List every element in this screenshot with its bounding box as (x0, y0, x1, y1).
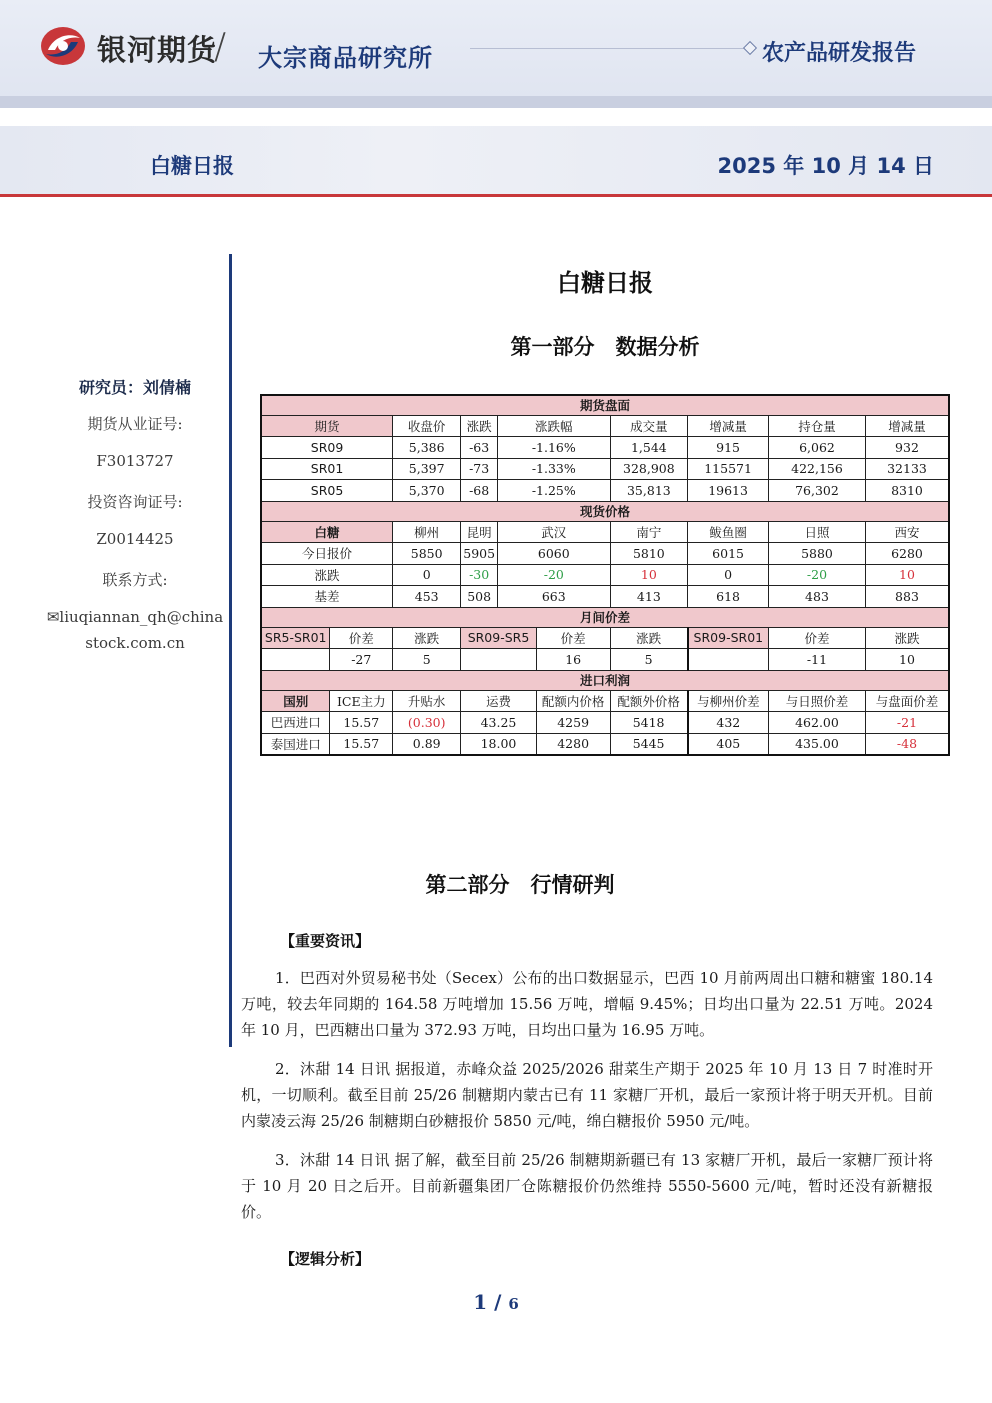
futures-col-header: 成交量 (610, 415, 688, 437)
futures-section-title: 期货盘面 (261, 395, 949, 415)
brand-divider: / (214, 26, 227, 67)
news-heading: 【重要资讯】 (280, 932, 371, 950)
page-number (0, 1290, 992, 1314)
futures-col-header: 涨跌幅 (498, 415, 610, 437)
table-cell: (0.30) (393, 712, 461, 734)
galaxy-futures-logo-icon (40, 26, 86, 66)
spot-price-row (261, 543, 949, 565)
spot-city: 昆明 (461, 521, 498, 543)
email-part1: liuqiannan_qh@china (59, 608, 224, 626)
futures-section-row (261, 395, 949, 415)
table-cell: 76,302 (768, 480, 865, 502)
futures-row (261, 458, 949, 480)
table-cell: -63 (461, 437, 498, 459)
import-col-header: 与盘面价差 (865, 690, 949, 712)
import-section-row (261, 670, 949, 690)
import-row (261, 712, 949, 734)
table-cell: 435.00 (768, 733, 865, 755)
import-header-row (261, 690, 949, 712)
table-cell: 508 (461, 586, 498, 608)
spot-city: 南宁 (610, 521, 688, 543)
futures-col-header: 期货 (261, 415, 393, 437)
table-cell: 5,386 (393, 437, 461, 459)
report-date: 2025 年 10 月 14 日 (717, 154, 934, 178)
analyst-name: 研究员：刘倩楠 (78, 378, 191, 397)
table-cell: 16 (536, 649, 610, 671)
futures-contract: SR05 (261, 480, 393, 502)
table-cell: 915 (688, 437, 769, 459)
spot-city: 柳州 (393, 521, 461, 543)
news-paragraph-2: 2．沐甜 14 日讯 据报道，赤峰众益 2025/2026 甜菜生产期于 2025 年 10 月 13 日 7 时准时开机，一切顺利。截至目前 25/26 制糖期内蒙古已有 11 家糖厂开机，最后一家预计将于明天开机。目前内蒙凌云海 25/26 制糖期白砂糖报价 5850 元/吨，绵白糖报价 5950 元/吨。 (241, 1060, 933, 1130)
spot-section-title: 现货价格 (261, 501, 949, 521)
table-cell: 43.25 (461, 712, 537, 734)
table-cell: 4259 (536, 712, 610, 734)
table-cell: 6060 (498, 543, 610, 565)
license-number: F3013727 (96, 452, 174, 470)
spot-city: 鲅鱼圈 (688, 521, 769, 543)
spread-col-header: 涨跌 (865, 627, 949, 649)
header-band (0, 0, 992, 108)
spread-section-title: 月间价差 (261, 607, 949, 627)
import-col-header: 与日照价差 (768, 690, 865, 712)
table-cell: 32133 (865, 458, 949, 480)
table-cell: -11 (768, 649, 865, 671)
spot-change-row (261, 564, 949, 586)
futures-col-header: 收盘价 (393, 415, 461, 437)
import-row (261, 733, 949, 755)
table-cell: 883 (865, 586, 949, 608)
spot-city: 西安 (865, 521, 949, 543)
brand-name: 银河期货 (97, 33, 218, 67)
header-stripe (0, 96, 992, 108)
table-cell: 5880 (768, 543, 865, 565)
table-cell: -1.33% (498, 458, 610, 480)
page-separator: / (487, 1290, 509, 1314)
spread-col-header: 价差 (536, 627, 610, 649)
table-cell: 5850 (393, 543, 461, 565)
institute-name: 大宗商品研究所 (258, 44, 433, 72)
spot-row-label: 今日报价 (261, 543, 393, 565)
market-data-table (260, 394, 950, 756)
total-pages: 6 (508, 1295, 519, 1313)
spread-pair-label: SR5-SR01 (261, 627, 330, 649)
table-cell: -73 (461, 458, 498, 480)
spot-header-row (261, 521, 949, 543)
table-cell: 5 (610, 649, 688, 671)
current-page: 1 (473, 1290, 488, 1314)
table-cell: -48 (865, 733, 949, 755)
table-cell: 6,062 (768, 437, 865, 459)
table-cell: 1,544 (610, 437, 688, 459)
spot-row-label: 涨跌 (261, 564, 393, 586)
license-label: 期货从业证号: (87, 415, 183, 433)
table-cell: -68 (461, 480, 498, 502)
spread-header-row (261, 627, 949, 649)
table-cell: 5418 (610, 712, 688, 734)
table-cell: -27 (330, 649, 393, 671)
table-cell: 15.57 (330, 733, 393, 755)
table-cell: 5905 (461, 543, 498, 565)
spot-col-header: 白糖 (261, 521, 393, 543)
table-cell: 35,813 (610, 480, 688, 502)
spread-col-header: 价差 (768, 627, 865, 649)
import-col-header: 与柳州价差 (688, 690, 769, 712)
title-band (0, 126, 992, 194)
table-cell: 10 (610, 564, 688, 586)
table-cell: -1.16% (498, 437, 610, 459)
futures-contract: SR01 (261, 458, 393, 480)
futures-col-header: 增减量 (688, 415, 769, 437)
futures-col-header: 增减量 (865, 415, 949, 437)
table-cell: 19613 (688, 480, 769, 502)
table-cell: 8310 (865, 480, 949, 502)
advisory-label: 投资咨询证号: (87, 493, 183, 511)
table-cell: 5810 (610, 543, 688, 565)
spot-city: 武汉 (498, 521, 610, 543)
import-col-header: ICE主力 (330, 690, 393, 712)
table-cell: -21 (865, 712, 949, 734)
analyst-sidebar (40, 375, 230, 660)
futures-col-header: 涨跌 (461, 415, 498, 437)
contact-email-line1[interactable] (40, 608, 230, 634)
table-cell: 932 (865, 437, 949, 459)
table-cell: 6015 (688, 543, 769, 565)
spread-value-row (261, 649, 949, 671)
news-paragraph-1: 1．巴西对外贸易秘书处（Secex）公布的出口数据显示，巴西 10 月前两周出口糖和糖蜜 180.14 万吨，较去年同期的 164.58 万吨增加 15.56 万吨，增幅 9.45%；日均出口量为 22.51 万吨。2024 年 10 月，巴西糖出口量为 372.93 万吨，日均出口量为 16.95 万吨。 (241, 969, 933, 1039)
futures-row (261, 437, 949, 459)
table-cell: 663 (498, 586, 610, 608)
spread-col-header: 涨跌 (393, 627, 461, 649)
table-cell: 15.57 (330, 712, 393, 734)
table-cell: 432 (688, 712, 769, 734)
table-cell: 462.00 (768, 712, 865, 734)
table-cell: -1.25% (498, 480, 610, 502)
news-paragraph-3: 3．沐甜 14 日讯 据了解，截至目前 25/26 制糖期新疆已有 13 家糖厂开机，最后一家糖厂预计将于 10 月 20 日之后开。目前新疆集团厂仓陈糖报价仍然维持 5550-5600 元/吨，暂时还没有新糖报价。 (241, 1151, 933, 1221)
table-cell: 6280 (865, 543, 949, 565)
logic-heading: 【逻辑分析】 (280, 1250, 371, 1268)
futures-contract: SR09 (261, 437, 393, 459)
futures-row (261, 480, 949, 502)
table-cell: 115571 (688, 458, 769, 480)
import-col-header: 配额内价格 (536, 690, 610, 712)
spot-basis-row (261, 586, 949, 608)
table-cell: 0 (393, 564, 461, 586)
table-cell (688, 649, 769, 671)
spot-row-label: 基差 (261, 586, 393, 608)
table-cell (261, 649, 330, 671)
import-section-title: 进口利润 (261, 670, 949, 690)
table-cell: 5 (393, 649, 461, 671)
table-cell: 5445 (610, 733, 688, 755)
spread-section-row (261, 607, 949, 627)
section-data-analysis: 第一部分 数据分析 (510, 335, 700, 359)
table-cell: 5,370 (393, 480, 461, 502)
table-cell: 405 (688, 733, 769, 755)
table-cell: 0.89 (393, 733, 461, 755)
contact-label: 联系方式: (102, 571, 168, 589)
import-col-header: 国别 (261, 690, 330, 712)
report-type: 农产品研发报告 (762, 41, 917, 66)
table-cell: 10 (865, 564, 949, 586)
import-col-header: 配额外价格 (610, 690, 688, 712)
document-title: 白糖日报 (557, 269, 653, 297)
import-country: 巴西进口 (261, 712, 330, 734)
spread-col-header: 涨跌 (610, 627, 688, 649)
diamond-icon (743, 41, 757, 55)
envelope-icon: ✉ (46, 608, 60, 626)
spread-pair-label: SR09-SR5 (461, 627, 537, 649)
table-cell: -30 (461, 564, 498, 586)
title-band-red-rule (0, 194, 992, 197)
table-cell: 10 (865, 649, 949, 671)
spot-section-row (261, 501, 949, 521)
contact-email-line2[interactable]: stock.com.cn (85, 634, 185, 652)
table-cell: 4280 (536, 733, 610, 755)
table-cell: -20 (768, 564, 865, 586)
table-cell: 422,156 (768, 458, 865, 480)
futures-header-row (261, 415, 949, 437)
table-cell: 0 (688, 564, 769, 586)
import-col-header: 运费 (461, 690, 537, 712)
spread-pair-label: SR09-SR01 (688, 627, 769, 649)
table-cell: 413 (610, 586, 688, 608)
header-rule (470, 48, 748, 49)
table-cell: 18.00 (461, 733, 537, 755)
section-market-judgement: 第二部分 行情研判 (425, 873, 615, 897)
table-cell: -20 (498, 564, 610, 586)
table-cell: 483 (768, 586, 865, 608)
table-cell: 618 (688, 586, 769, 608)
spot-city: 日照 (768, 521, 865, 543)
table-cell: 328,908 (610, 458, 688, 480)
spread-col-header: 价差 (330, 627, 393, 649)
table-cell: 453 (393, 586, 461, 608)
advisory-number: Z0014425 (96, 530, 174, 548)
table-cell: 5,397 (393, 458, 461, 480)
futures-col-header: 持仓量 (768, 415, 865, 437)
import-col-header: 升贴水 (393, 690, 461, 712)
report-name: 白糖日报 (150, 154, 234, 178)
import-country: 泰国进口 (261, 733, 330, 755)
table-cell (461, 649, 537, 671)
